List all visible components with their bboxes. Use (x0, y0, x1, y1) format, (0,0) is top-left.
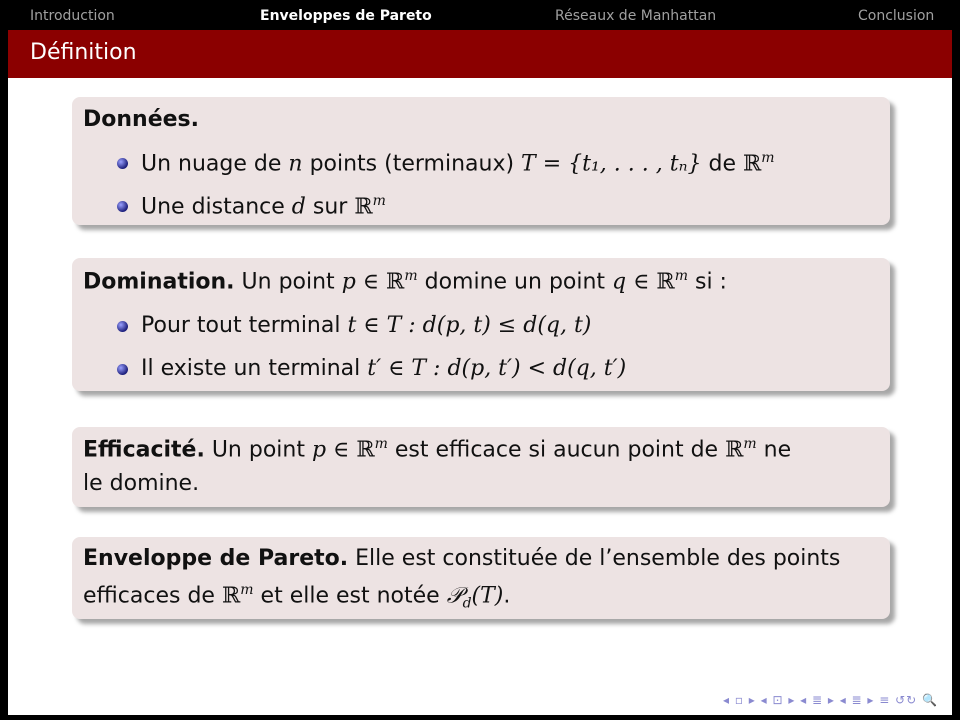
slide (8, 5, 952, 715)
block-enveloppe-line1: Enveloppe de Pareto. Elle est constituée de l’ensemble des points (83, 546, 841, 571)
block-domination (72, 258, 890, 391)
bullet-icon (117, 364, 128, 375)
block-efficacite-line1: Efficacité. Un point p ∈ ℝ$^m$ est efficace si aucun point de ℝ$^m$ ne (83, 436, 792, 463)
block-donnees (72, 97, 890, 225)
block-enveloppe-line2: efficaces de ℝ$^m$ et elle est notée 𝒫$_d$(T). (83, 582, 511, 612)
nav-conclusion[interactable]: Conclusion (858, 8, 935, 24)
block-efficacite (72, 427, 890, 507)
frame-title: Définition (30, 40, 137, 65)
bullet-icon (117, 321, 128, 332)
block-title-domination: Domination. Un point p ∈ ℝ$^m$ domine un point q ∈ ℝ$^m$ si : (83, 268, 727, 295)
list-item-distance: Une distance d sur ℝ$^m$ (141, 193, 386, 220)
section-navigation-bar (8, 5, 952, 30)
list-item-pour-tout-terminal: Pour tout terminal t ∈ T : d(p, t) ≤ d(q, t) (141, 313, 592, 338)
block-enveloppe-de-pareto (72, 537, 890, 619)
block-efficacite-line2: le domine. (83, 471, 200, 496)
bullet-icon (117, 201, 128, 212)
nav-enveloppes-de-pareto[interactable]: Enveloppes de Pareto (260, 8, 432, 24)
nav-introduction[interactable]: Introduction (30, 8, 115, 24)
block-title-donnees: Données. (83, 107, 199, 132)
bullet-icon (117, 158, 128, 169)
beamer-navigation-symbols[interactable]: ◂ ▫ ▸ ◂ ⊡ ▸ ◂ ≣ ▸ ◂ ≣ ▸ ≡ ↺↻ 🔍 (723, 693, 938, 707)
frame-title-bar (8, 30, 952, 78)
list-item-il-existe: Il existe un terminal t′ ∈ T : d(p, t′) < d(q, t′) (141, 356, 627, 381)
list-item-nuage: Un nuage de n points (terminaux) T = {t₁, . . . , tₙ} de ℝ$^m$ (141, 150, 775, 177)
nav-reseaux-de-manhattan[interactable]: Réseaux de Manhattan (555, 8, 717, 24)
